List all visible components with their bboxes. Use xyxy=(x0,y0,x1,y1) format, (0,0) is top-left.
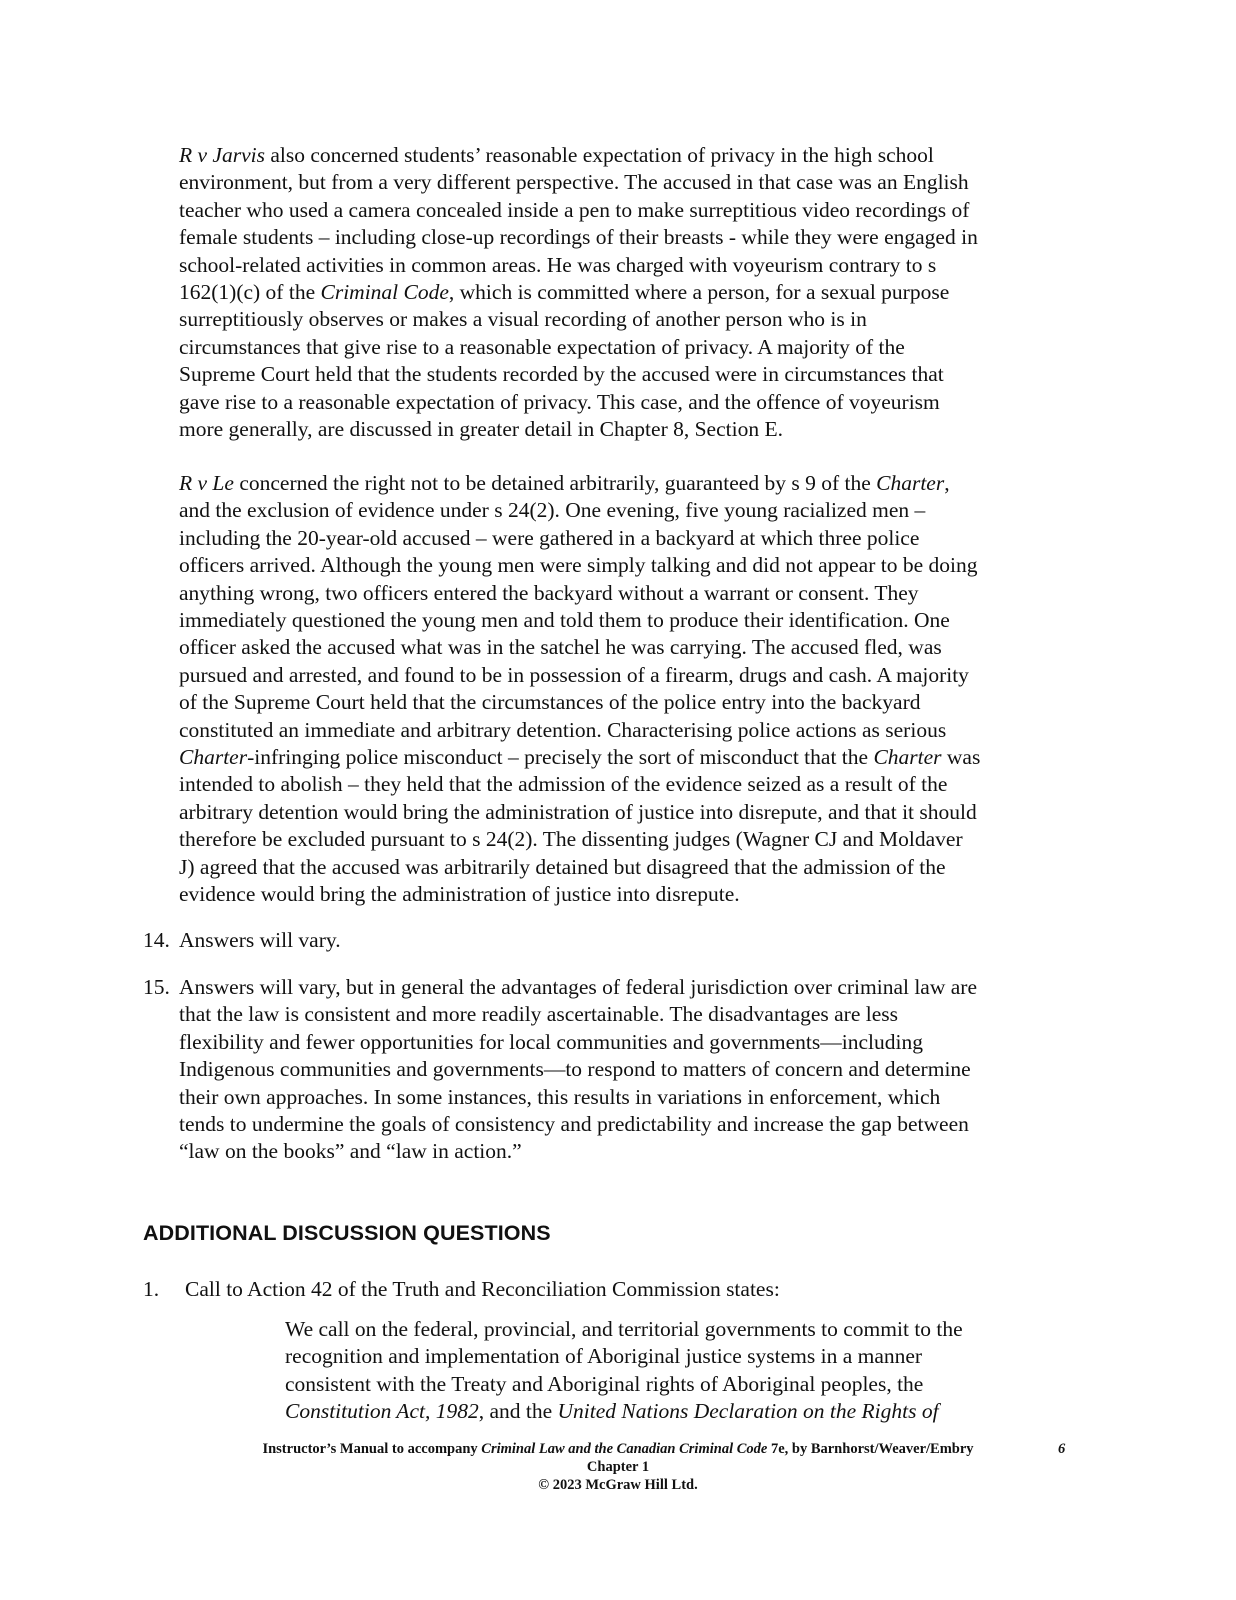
text-line: pursued and arrested, and found to be in possession of a firearm, drugs and cash. A majority xyxy=(179,662,969,687)
text-span: 7e, by Barnhorst/Weaver/Embry xyxy=(767,1441,974,1457)
footer-chapter: Chapter 1 xyxy=(586,1459,650,1475)
item-number-14: 14. xyxy=(143,928,170,952)
statute-name: Charter xyxy=(876,471,945,495)
text-line: environment, but from a very different perspective. The accused in that case was an English xyxy=(179,170,969,195)
text-line: and the exclusion of evidence under s 24(2). One evening, five young racialized men – xyxy=(179,498,926,523)
question-number-1: 1. xyxy=(143,1277,160,1301)
text-line: constituted an immediate and arbitrary detention. Characterising police actions as serious xyxy=(179,717,947,742)
case-name: R v Jarvis xyxy=(179,143,265,167)
text-line: Answers will vary. xyxy=(179,928,341,952)
text-line: We call on the federal, provincial, and territorial governments to commit to the xyxy=(285,1317,963,1341)
text-line: Answers will vary, but in general the advantages of federal jurisdiction over criminal law are xyxy=(179,975,977,999)
text-line: therefore be excluded pursuant to s 24(2). The dissenting judges (Wagner CJ and Moldaver xyxy=(179,827,963,852)
page-number: 6 xyxy=(1058,1441,1066,1457)
text-line: recognition and implementation of Aboriginal justice systems in a manner xyxy=(285,1344,923,1369)
text-line: anything wrong, two officers entered the backyard without a warrant or consent. They xyxy=(179,580,919,605)
item-number-15: 15. xyxy=(143,975,170,999)
text-line: officers arrived. Although the young men were simply talking and did not appear to be doing xyxy=(179,553,978,578)
footer-line xyxy=(0,1440,1236,1458)
text-line: surreptitiously observes or makes a visual recording of another person who is in xyxy=(179,307,867,332)
text-line: consistent with the Treaty and Aboriginal rights of Aboriginal peoples, the xyxy=(285,1371,924,1396)
page-footer xyxy=(0,1440,1236,1494)
text-line: evidence would bring the administration of justice into disrepute. xyxy=(179,882,740,907)
text-span: , which is committed where a person, for a sexual purpose xyxy=(448,280,950,305)
le-paragraph xyxy=(179,470,1069,909)
item-15-paragraph xyxy=(179,974,1069,1166)
statute-name: Charter xyxy=(179,745,248,770)
text-line: gave rise to a reasonable expectation of privacy. This case, and the offence of voyeurism xyxy=(179,389,940,414)
text-line: of the Supreme Court held that the circumstances of the police entry into the backyard xyxy=(179,690,921,715)
text-line: Indigenous communities and governments—to respond to matters of concern and determine xyxy=(179,1057,971,1082)
block-quote xyxy=(285,1316,1075,1426)
text-line: more generally, are discussed in greater detail in Chapter 8, Section E. xyxy=(179,417,783,442)
statute-name: Charter xyxy=(873,745,942,770)
text-span: was xyxy=(941,745,981,770)
statute-name: Constitution Act, 1982 xyxy=(285,1399,479,1424)
text-line xyxy=(179,279,1069,306)
statute-name: Criminal Code xyxy=(320,280,449,305)
text-span: -infringing police misconduct – precisely the sort of misconduct that the xyxy=(247,745,874,770)
text-line: officer asked the accused what was in the satchel he was carrying. The accused fled, was xyxy=(179,635,942,660)
text-line: that the law is consistent and more readily ascertainable. The disadvantages are less xyxy=(179,1002,899,1027)
document-title: United Nations Declaration on the Rights of xyxy=(557,1399,939,1424)
section-heading: ADDITIONAL DISCUSSION QUESTIONS xyxy=(143,1221,551,1245)
text-line: tends to undermine the goals of consistency and predictability and increase the gap between xyxy=(179,1112,969,1137)
text-line: arbitrary detention would bring the administration of justice into disrepute, and that it should xyxy=(179,799,977,824)
text-span: , xyxy=(944,471,950,495)
text-span: Instructor’s Manual to accompany xyxy=(262,1441,482,1457)
text-line: including the 20-year-old accused – were gathered in a backyard at which three police xyxy=(179,525,920,550)
book-title: Criminal Law and the Canadian Criminal Code xyxy=(481,1441,768,1457)
text-line: flexibility and fewer opportunities for local communities and governments—including xyxy=(179,1029,923,1054)
text-line: female students – including close-up recordings of their breasts - while they were engaged in xyxy=(179,225,978,250)
text-span: 162(1)(c) of the xyxy=(179,280,321,305)
text-line: school-related activities in common areas. He was charged with voyeurism contrary to s xyxy=(179,252,937,277)
text-line: J) agreed that the accused was arbitrarily detained but disagreed that the admission of the xyxy=(179,854,946,879)
text-line: immediately questioned the young men and told them to produce their identification. One xyxy=(179,608,950,633)
text-line: circumstances that give rise to a reasonable expectation of privacy. A majority of the xyxy=(179,334,905,359)
text-line xyxy=(179,142,1069,169)
text-line: intended to abolish – they held that the admission of the evidence seized as a result of the xyxy=(179,772,948,797)
jarvis-paragraph xyxy=(179,142,1069,443)
text-line: “law on the books” and “law in action.” xyxy=(179,1139,522,1164)
footer-copyright: © 2023 McGraw Hill Ltd. xyxy=(538,1477,698,1493)
case-name: R v Le xyxy=(179,471,234,495)
text-line xyxy=(179,744,1069,771)
item-14-text xyxy=(179,927,1069,954)
question-1-text: Call to Action 42 of the Truth and Reconciliation Commission states: xyxy=(185,1277,780,1301)
text-line: teacher who used a camera concealed inside a pen to make surreptitious video recordings of xyxy=(179,197,970,222)
text-line: their own approaches. In some instances, this results in variations in enforcement, which xyxy=(179,1084,941,1109)
text-span: concerned the right not to be detained arbitrarily, guaranteed by s 9 of the xyxy=(233,471,877,495)
text-span: , and the xyxy=(478,1399,558,1424)
text-line xyxy=(179,470,1069,497)
text-line xyxy=(285,1398,1075,1425)
text-span: also concerned students’ reasonable expectation of privacy in the high school xyxy=(264,143,934,167)
text-line: Supreme Court held that the students recorded by the accused were in circumstances that xyxy=(179,362,944,387)
